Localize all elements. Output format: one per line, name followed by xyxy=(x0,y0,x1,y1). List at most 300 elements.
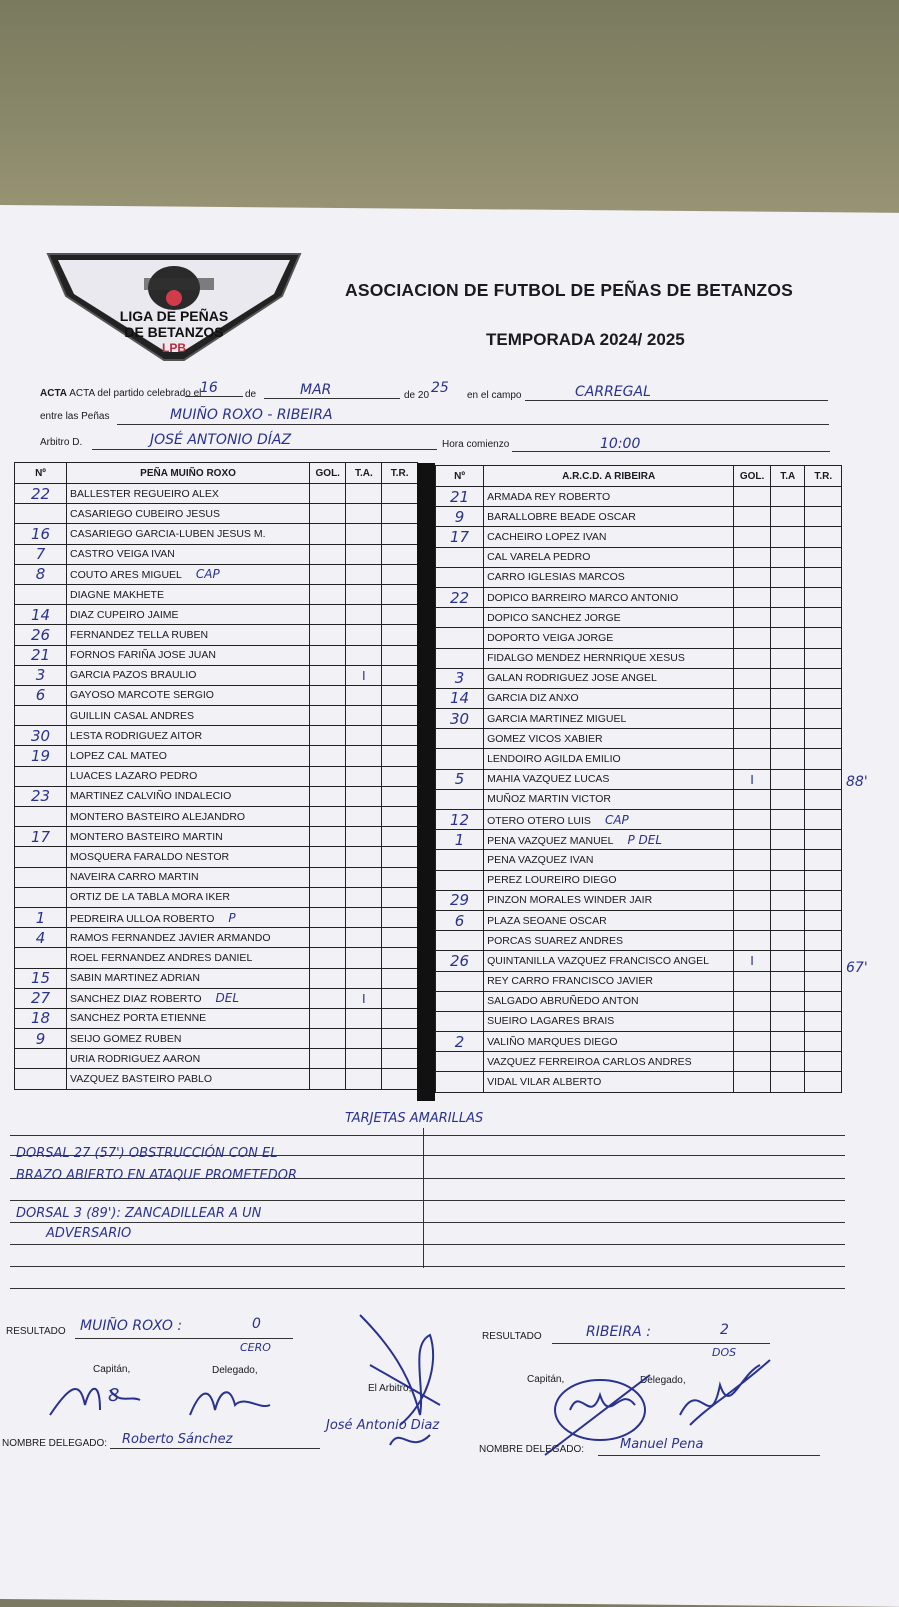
player-number: 23 xyxy=(15,786,67,806)
player-yellow xyxy=(346,726,382,746)
player-name: SANCHEZ PORTA ETIENNE xyxy=(70,1012,207,1025)
player-number xyxy=(15,584,67,604)
table-row xyxy=(436,587,842,607)
result-label-right: RESULTADO xyxy=(482,1331,542,1342)
player-number: 2 xyxy=(436,1032,484,1052)
player-number xyxy=(436,1072,484,1092)
player-red xyxy=(382,665,418,685)
away-header-gol: GOL. xyxy=(734,466,771,487)
player-red xyxy=(382,625,418,645)
player-name: MAHIA VAZQUEZ LUCAS xyxy=(487,773,610,786)
logo-text-2: DE BETANZOS xyxy=(124,324,224,340)
player-red xyxy=(382,766,418,786)
player-number xyxy=(436,931,484,951)
player-yellow xyxy=(770,1011,804,1031)
table-row xyxy=(436,507,842,527)
player-goals xyxy=(734,850,771,870)
player-goals: I xyxy=(734,951,771,971)
player-number: 8 xyxy=(15,564,67,584)
player-yellow xyxy=(346,584,382,604)
player-name-cell xyxy=(67,1029,310,1049)
player-red xyxy=(382,1029,418,1049)
player-goals xyxy=(310,524,346,544)
table-row xyxy=(436,608,842,628)
player-red xyxy=(382,1049,418,1069)
de-label: de xyxy=(245,389,257,400)
table-row xyxy=(15,625,418,645)
acta-label: ACTA ACTA del partido celebrado el xyxy=(40,388,202,399)
player-name-cell xyxy=(484,688,734,708)
player-red xyxy=(805,608,842,628)
player-goals xyxy=(734,890,771,910)
player-name: SABIN MARTINEZ ADRIAN xyxy=(70,972,200,985)
player-number xyxy=(436,749,484,769)
captain-label-right: Capitán, xyxy=(527,1374,565,1385)
player-note: CAP xyxy=(195,567,220,582)
table-row xyxy=(15,746,418,766)
player-red xyxy=(805,648,842,668)
table-row xyxy=(436,1032,842,1052)
player-yellow xyxy=(346,544,382,564)
player-name: SUEIRO LAGARES BRAIS xyxy=(487,1015,615,1028)
table-row xyxy=(436,527,842,547)
player-name-cell xyxy=(484,830,734,850)
table-row xyxy=(15,584,418,604)
player-goals xyxy=(734,789,771,809)
match-start-time: 10:00 xyxy=(600,436,641,452)
away-header-ta: T.A xyxy=(770,466,804,487)
player-name: PEREZ LOUREIRO DIEGO xyxy=(487,874,617,887)
player-red xyxy=(382,1069,418,1089)
player-number: 21 xyxy=(436,487,484,507)
player-yellow xyxy=(346,907,382,927)
player-name: DOPICO SANCHEZ JORGE xyxy=(487,611,621,624)
player-name-cell xyxy=(484,628,734,648)
player-name-cell xyxy=(67,1008,310,1028)
player-name: PORCAS SUAREZ ANDRES xyxy=(487,934,624,947)
table-row xyxy=(15,786,418,806)
player-yellow xyxy=(770,850,804,870)
player-goals xyxy=(310,665,346,685)
player-goals xyxy=(310,605,346,625)
player-red xyxy=(805,567,842,587)
player-red xyxy=(805,507,842,527)
table-row xyxy=(15,726,418,746)
player-name: GALAN RODRIGUEZ JOSE ANGEL xyxy=(487,672,657,685)
player-yellow xyxy=(346,1008,382,1028)
table-row xyxy=(436,1011,842,1031)
player-red xyxy=(382,887,418,907)
player-red xyxy=(382,645,418,665)
table-row xyxy=(15,524,418,544)
player-yellow xyxy=(346,827,382,847)
player-yellow xyxy=(346,847,382,867)
table-row xyxy=(436,648,842,668)
player-number xyxy=(436,870,484,890)
player-name: BALLESTER REGUEIRO ALEX xyxy=(70,487,219,500)
player-yellow xyxy=(770,547,804,567)
player-number: 6 xyxy=(15,685,67,705)
table-row xyxy=(436,789,842,809)
player-name-cell xyxy=(67,948,310,968)
player-name-cell xyxy=(484,1032,734,1052)
player-goals: I xyxy=(734,769,771,789)
player-name: CASARIEGO CUBEIRO JESUS xyxy=(70,507,220,520)
player-number: 3 xyxy=(436,668,484,688)
match-day: 16 xyxy=(200,380,218,396)
player-yellow xyxy=(770,1032,804,1052)
player-name: ROEL FERNANDEZ ANDRES DANIEL xyxy=(70,951,253,964)
player-number: 16 xyxy=(15,524,67,544)
table-row xyxy=(436,668,842,688)
player-name-cell xyxy=(484,1052,734,1072)
match-year: 25 xyxy=(431,380,449,396)
player-number xyxy=(436,971,484,991)
player-yellow xyxy=(770,910,804,930)
player-red xyxy=(382,504,418,524)
player-name: PENA VAZQUEZ MANUEL xyxy=(487,834,614,847)
player-name: SANCHEZ DIAZ ROBERTO xyxy=(70,993,202,1006)
player-name: DIAGNE MAKHETE xyxy=(70,588,164,601)
player-name: MARTINEZ CALVIÑO INDALECIO xyxy=(70,790,232,803)
player-yellow xyxy=(346,605,382,625)
referee-sig-name: José Antonio Diaz xyxy=(326,1418,440,1433)
player-yellow: I xyxy=(346,988,382,1008)
player-goals xyxy=(734,1052,771,1072)
table-row xyxy=(436,890,842,910)
player-number xyxy=(436,729,484,749)
player-goals xyxy=(310,1008,346,1028)
player-goals xyxy=(310,928,346,948)
start-label: Hora comienzo xyxy=(442,439,510,450)
player-yellow xyxy=(770,507,804,527)
player-yellow xyxy=(770,931,804,951)
table-row xyxy=(436,910,842,930)
player-number: 6 xyxy=(436,910,484,930)
player-name: DOPORTO VEIGA JORGE xyxy=(487,631,614,644)
home-header-ta: T.A. xyxy=(346,463,382,484)
player-yellow xyxy=(346,1049,382,1069)
player-goals xyxy=(310,564,346,584)
player-yellow xyxy=(770,648,804,668)
player-yellow xyxy=(770,1072,804,1092)
player-red xyxy=(805,971,842,991)
table-row xyxy=(15,564,418,584)
player-name: RAMOS FERNANDEZ JAVIER ARMANDO xyxy=(70,931,271,944)
player-name-cell xyxy=(67,807,310,827)
player-name-cell xyxy=(484,547,734,567)
player-red xyxy=(805,931,842,951)
player-goals xyxy=(310,786,346,806)
notes-heading: TARJETAS AMARILLAS xyxy=(345,1111,484,1126)
table-row xyxy=(15,807,418,827)
table-row xyxy=(15,605,418,625)
table-row xyxy=(15,907,418,927)
player-red xyxy=(382,968,418,988)
player-name: MONTERO BASTEIRO MARTIN xyxy=(70,830,223,843)
player-red xyxy=(382,605,418,625)
player-goals xyxy=(734,668,771,688)
player-name-cell xyxy=(484,971,734,991)
player-goals xyxy=(310,746,346,766)
table-row xyxy=(436,567,842,587)
player-note: DEL xyxy=(215,991,240,1006)
player-goals xyxy=(310,706,346,726)
player-number xyxy=(436,547,484,567)
player-name: MONTERO BASTEIRO ALEJANDRO xyxy=(70,810,246,823)
player-name-cell xyxy=(484,527,734,547)
table-row xyxy=(436,810,842,830)
result-label-left: RESULTADO xyxy=(6,1326,66,1337)
player-goals xyxy=(734,608,771,628)
player-goals xyxy=(310,867,346,887)
player-number: 21 xyxy=(15,645,67,665)
player-number xyxy=(15,1049,67,1069)
player-number: 30 xyxy=(436,709,484,729)
player-name-cell xyxy=(67,544,310,564)
player-yellow xyxy=(770,830,804,850)
player-red xyxy=(382,928,418,948)
notes-line-4: ADVERSARIO xyxy=(46,1226,132,1241)
player-name-cell xyxy=(484,648,734,668)
player-goals xyxy=(734,587,771,607)
table-row xyxy=(436,547,842,567)
player-red xyxy=(805,1052,842,1072)
player-name-cell xyxy=(67,645,310,665)
notes-line-1: DORSAL 27 (57') OBSTRUCCIÓN CON EL xyxy=(16,1146,278,1161)
match-teams: MUIÑO ROXO - RIBEIRA xyxy=(170,407,333,423)
player-red xyxy=(805,850,842,870)
player-name: GUILLIN CASAL ANDRES xyxy=(70,709,194,722)
player-name: LUACES LAZARO PEDRO xyxy=(70,770,198,783)
referee-sig-label: El Arbitro, xyxy=(368,1383,412,1394)
player-goals xyxy=(734,487,771,507)
away-header-tr: T.R. xyxy=(805,466,842,487)
delegate-name-right: Manuel Pena xyxy=(620,1437,704,1452)
captain-label-left: Capitán, xyxy=(93,1364,131,1375)
player-name: GAYOSO MARCOTE SERGIO xyxy=(70,689,214,702)
player-name-cell xyxy=(67,605,310,625)
player-number: 9 xyxy=(15,1029,67,1049)
player-name-cell xyxy=(484,709,734,729)
player-yellow xyxy=(770,749,804,769)
player-goals xyxy=(310,968,346,988)
player-name-cell xyxy=(484,810,734,830)
player-yellow xyxy=(770,1052,804,1072)
player-goals xyxy=(734,749,771,769)
player-red xyxy=(805,668,842,688)
away-roster-table xyxy=(435,465,842,1093)
player-name-cell xyxy=(67,564,310,584)
teams-label: entre las Peñas xyxy=(40,411,110,422)
player-red xyxy=(382,524,418,544)
player-yellow xyxy=(770,890,804,910)
player-name-cell xyxy=(67,928,310,948)
player-name: LESTA RODRIGUEZ AITOR xyxy=(70,729,203,742)
player-number xyxy=(15,847,67,867)
home-header-team: PEÑA MUIÑO ROXO xyxy=(67,463,310,484)
player-name-cell xyxy=(484,587,734,607)
player-red xyxy=(382,988,418,1008)
player-goals xyxy=(734,830,771,850)
player-yellow xyxy=(346,564,382,584)
player-yellow xyxy=(346,928,382,948)
player-name-cell xyxy=(67,524,310,544)
player-yellow xyxy=(770,810,804,830)
player-name: PEDREIRA ULLOA ROBERTO xyxy=(70,912,215,925)
player-red xyxy=(382,827,418,847)
table-row xyxy=(15,1049,418,1069)
player-number: 27 xyxy=(15,988,67,1008)
table-row xyxy=(436,688,842,708)
table-row xyxy=(436,1052,842,1072)
player-goals xyxy=(310,504,346,524)
player-name-cell xyxy=(67,847,310,867)
player-red xyxy=(382,746,418,766)
player-name-cell xyxy=(67,988,310,1008)
table-row xyxy=(15,847,418,867)
player-number: 1 xyxy=(15,907,67,927)
player-name-cell xyxy=(484,1011,734,1031)
player-yellow xyxy=(770,668,804,688)
player-goals xyxy=(310,484,346,504)
player-number: 12 xyxy=(436,810,484,830)
player-red xyxy=(805,890,842,910)
player-number: 29 xyxy=(436,890,484,910)
table-row xyxy=(15,867,418,887)
player-number: 15 xyxy=(15,968,67,988)
player-number xyxy=(436,567,484,587)
player-red xyxy=(805,769,842,789)
player-name-cell xyxy=(484,951,734,971)
player-number: 5 xyxy=(436,769,484,789)
player-name-cell xyxy=(67,584,310,604)
player-number: 18 xyxy=(15,1008,67,1028)
player-goals xyxy=(310,726,346,746)
player-name-cell xyxy=(67,827,310,847)
player-name-cell xyxy=(67,625,310,645)
player-name-cell xyxy=(484,668,734,688)
player-number xyxy=(15,867,67,887)
background-wall xyxy=(0,0,899,230)
player-number: 9 xyxy=(436,507,484,527)
notes-line-3: DORSAL 3 (89'): ZANCADILLEAR A UN xyxy=(16,1206,262,1221)
player-yellow xyxy=(346,887,382,907)
player-number: 17 xyxy=(15,827,67,847)
player-red xyxy=(382,484,418,504)
player-goals xyxy=(310,685,346,705)
player-name: VALIÑO MARQUES DIEGO xyxy=(487,1035,618,1048)
table-row xyxy=(436,749,842,769)
player-name: CAL VARELA PEDRO xyxy=(487,551,591,564)
player-yellow xyxy=(346,484,382,504)
player-yellow xyxy=(346,706,382,726)
captain-mark-left: 8 xyxy=(108,1385,120,1406)
player-goals xyxy=(310,1029,346,1049)
player-number: 22 xyxy=(436,587,484,607)
player-goals xyxy=(310,584,346,604)
table-row xyxy=(436,971,842,991)
player-red xyxy=(805,487,842,507)
player-red xyxy=(382,544,418,564)
player-name: FORNOS FARIÑA JOSE JUAN xyxy=(70,649,216,662)
player-red xyxy=(382,786,418,806)
player-red xyxy=(805,830,842,850)
player-yellow xyxy=(346,766,382,786)
delegate-name-left: Roberto Sánchez xyxy=(122,1432,233,1447)
column-divider xyxy=(417,463,435,1101)
player-goals xyxy=(310,1069,346,1089)
logo-text-3: LPB xyxy=(162,341,186,355)
player-yellow xyxy=(346,1069,382,1089)
player-red xyxy=(382,1008,418,1028)
away-header-num: Nº xyxy=(436,466,484,487)
player-number: 17 xyxy=(436,527,484,547)
cards-notes-area xyxy=(10,1110,845,1300)
player-yellow xyxy=(346,685,382,705)
player-name-cell xyxy=(67,504,310,524)
player-goals xyxy=(734,991,771,1011)
association-title: ASOCIACION DE FUTBOL DE PEÑAS DE BETANZOS xyxy=(345,280,793,300)
player-number: 3 xyxy=(15,665,67,685)
home-header-tr: T.R. xyxy=(382,463,418,484)
player-red xyxy=(382,907,418,927)
player-red xyxy=(382,847,418,867)
table-row xyxy=(436,991,842,1011)
player-red xyxy=(382,807,418,827)
player-number xyxy=(15,1069,67,1089)
player-goals xyxy=(310,948,346,968)
player-name: GOMEZ VICOS XABIER xyxy=(487,732,603,745)
table-row xyxy=(15,544,418,564)
player-goals xyxy=(310,1049,346,1069)
player-number xyxy=(436,1011,484,1031)
player-red xyxy=(382,706,418,726)
player-goals xyxy=(310,988,346,1008)
player-number xyxy=(15,766,67,786)
match-month: MAR xyxy=(300,382,332,398)
table-row xyxy=(15,685,418,705)
player-name-cell xyxy=(67,665,310,685)
field-label: en el campo xyxy=(467,390,522,401)
player-red xyxy=(805,1072,842,1092)
player-red xyxy=(805,870,842,890)
player-name-cell xyxy=(484,507,734,527)
table-row xyxy=(436,850,842,870)
table-row xyxy=(15,706,418,726)
player-name: CASTRO VEIGA IVAN xyxy=(70,548,175,561)
player-name: VAZQUEZ BASTEIRO PABLO xyxy=(70,1073,213,1086)
player-name-cell xyxy=(67,766,310,786)
player-name-cell xyxy=(484,729,734,749)
goal-minute-1: 88' xyxy=(846,774,868,790)
player-number xyxy=(15,706,67,726)
player-yellow xyxy=(770,487,804,507)
player-yellow xyxy=(770,628,804,648)
player-name: VIDAL VILAR ALBERTO xyxy=(487,1076,602,1089)
player-name-cell xyxy=(484,850,734,870)
referee-label: Arbitro D. xyxy=(40,437,83,448)
player-goals xyxy=(734,1072,771,1092)
result-away-team: RIBEIRA : xyxy=(586,1324,651,1340)
player-yellow xyxy=(770,951,804,971)
player-name: GARCIA PAZOS BRAULIO xyxy=(70,669,197,682)
player-name-cell xyxy=(484,870,734,890)
player-name-cell xyxy=(484,567,734,587)
home-header-gol: GOL. xyxy=(310,463,346,484)
table-row xyxy=(436,709,842,729)
player-name: PLAZA SEOANE OSCAR xyxy=(487,914,607,927)
